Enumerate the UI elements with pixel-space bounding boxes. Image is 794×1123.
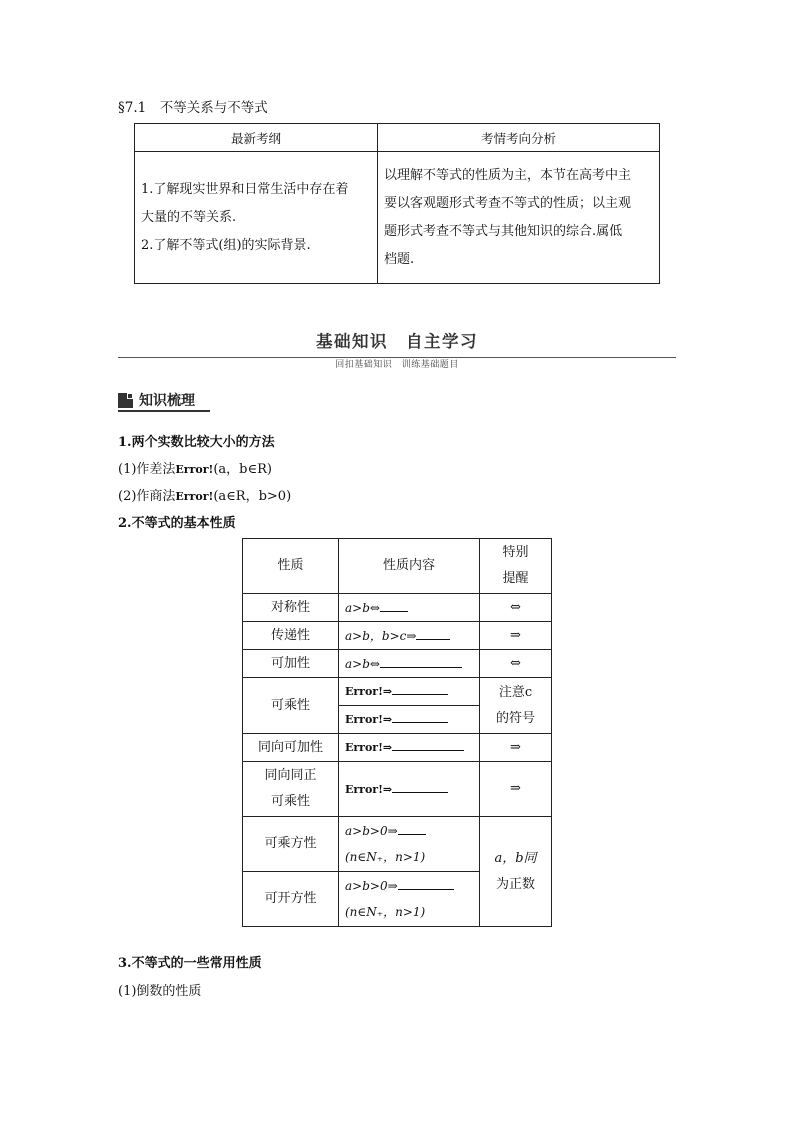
knowledge-section-title — [118, 390, 195, 410]
prop-note: ⇒ — [480, 622, 552, 650]
item-3-title: 3.不等式的一些常用性质 — [118, 956, 262, 971]
analysis-line: 以理解不等式的性质为主，本节在高考中主 — [384, 167, 632, 183]
answer-blank — [416, 627, 450, 640]
item-1-2 — [118, 485, 291, 504]
prop-name: 可开方性 — [243, 872, 339, 927]
answer-blank — [380, 655, 462, 668]
syllabus-line: 1.了解现实世界和日常生活中存在着 — [141, 181, 349, 197]
prop-content: Error!⇒ — [339, 762, 480, 817]
prop-name: 可乘性 — [243, 678, 339, 734]
knowledge-underline — [118, 410, 210, 412]
header-note-line: 特别 — [502, 545, 529, 560]
item-2-title: 2.不等式的基本性质 — [118, 516, 236, 531]
square-bullet-icon — [118, 393, 133, 408]
overview-header-syllabus: 最新考纲 — [135, 124, 378, 152]
syllabus-line: 2.了解不等式(组)的实际背景. — [141, 237, 311, 253]
prop-content: a>b⇔ — [339, 650, 480, 678]
prop-name-line: 同向同正 — [264, 768, 317, 783]
main-heading: 基础知识 自主学习 — [316, 332, 478, 351]
prop-name-line: 可乘性 — [270, 794, 310, 809]
prop-content — [339, 817, 480, 872]
prop-note-line: 为正数 — [495, 876, 535, 892]
error-ref: Error! — [175, 490, 214, 503]
analysis-line: 题形式考查不等式与其他知识的综合.属低 — [384, 223, 623, 239]
prop-content-line: a>b>0⇒ — [345, 824, 398, 838]
answer-blank — [392, 738, 464, 751]
prop-content: a>b，b>c⇒ — [339, 622, 480, 650]
prop-name: 可加性 — [243, 650, 339, 678]
header-note-line: 提醒 — [502, 571, 529, 586]
answer-blank — [380, 599, 408, 612]
prop-note: ⇔ — [480, 594, 552, 622]
item-1-1-prefix: (1)作差法 — [118, 462, 176, 477]
prop-content: Error!⇒ — [339, 734, 480, 762]
prop-content: Error!⇒ — [339, 706, 480, 734]
prop-name — [243, 762, 339, 817]
prop-content — [339, 872, 480, 927]
header-note — [480, 539, 552, 594]
item-1-1-suffix: (a，b∈R) — [213, 462, 272, 477]
syllabus-line: 大量的不等关系. — [141, 209, 237, 225]
answer-blank — [392, 682, 448, 695]
overview-cell-syllabus — [135, 152, 378, 284]
overview-header-analysis: 考情考向分析 — [378, 124, 660, 152]
item-1-2-suffix: (a∈R，b>0) — [213, 489, 292, 504]
prop-content: Error!⇒ — [339, 678, 480, 706]
overview-table — [134, 123, 660, 284]
prop-name: 可乘方性 — [243, 817, 339, 872]
prop-name: 同向可加性 — [243, 734, 339, 762]
item-1-title: 1.两个实数比较大小的方法 — [118, 435, 275, 450]
analysis-line: 档题. — [384, 251, 415, 267]
prop-note: ⇔ — [480, 650, 552, 678]
item-1-1 — [118, 458, 272, 477]
prop-note — [480, 817, 552, 927]
prop-content-line: a>b>0⇒ — [345, 879, 398, 893]
knowledge-label: 知识梳理 — [139, 393, 195, 409]
item-1-2-prefix: (2)作商法 — [118, 489, 176, 504]
answer-blank — [392, 780, 448, 793]
overview-cell-analysis — [378, 152, 660, 284]
prop-condition: (n∈N₊，n>1) — [345, 905, 426, 919]
item-3-1: (1)倒数的性质 — [118, 984, 202, 999]
header-content: 性质内容 — [339, 539, 480, 594]
section-title: §7.1 不等关系与不等式 — [118, 100, 268, 116]
prop-name: 传递性 — [243, 622, 339, 650]
sub-heading: 回扣基础知识 训练基础题目 — [330, 360, 464, 370]
prop-name: 对称性 — [243, 594, 339, 622]
sub-heading-wrap — [0, 352, 794, 371]
prop-note-line: 的符号 — [495, 710, 535, 726]
prop-content: a>b⇔ — [339, 594, 480, 622]
analysis-line: 要以客观题形式考查不等式的性质；以主观 — [384, 195, 632, 211]
answer-blank — [392, 710, 448, 723]
prop-note: ⇒ — [480, 734, 552, 762]
prop-note-line: a，b同 — [494, 850, 537, 866]
properties-table — [242, 538, 552, 927]
main-heading-wrap — [0, 328, 794, 352]
prop-note: ⇒ — [480, 762, 552, 817]
error-ref: Error! — [175, 463, 214, 476]
answer-blank — [398, 822, 426, 835]
answer-blank — [398, 877, 454, 890]
prop-note — [480, 678, 552, 734]
prop-note-line: 注意c — [498, 684, 533, 700]
header-property: 性质 — [243, 539, 339, 594]
prop-condition: (n∈N₊，n>1) — [345, 850, 426, 864]
